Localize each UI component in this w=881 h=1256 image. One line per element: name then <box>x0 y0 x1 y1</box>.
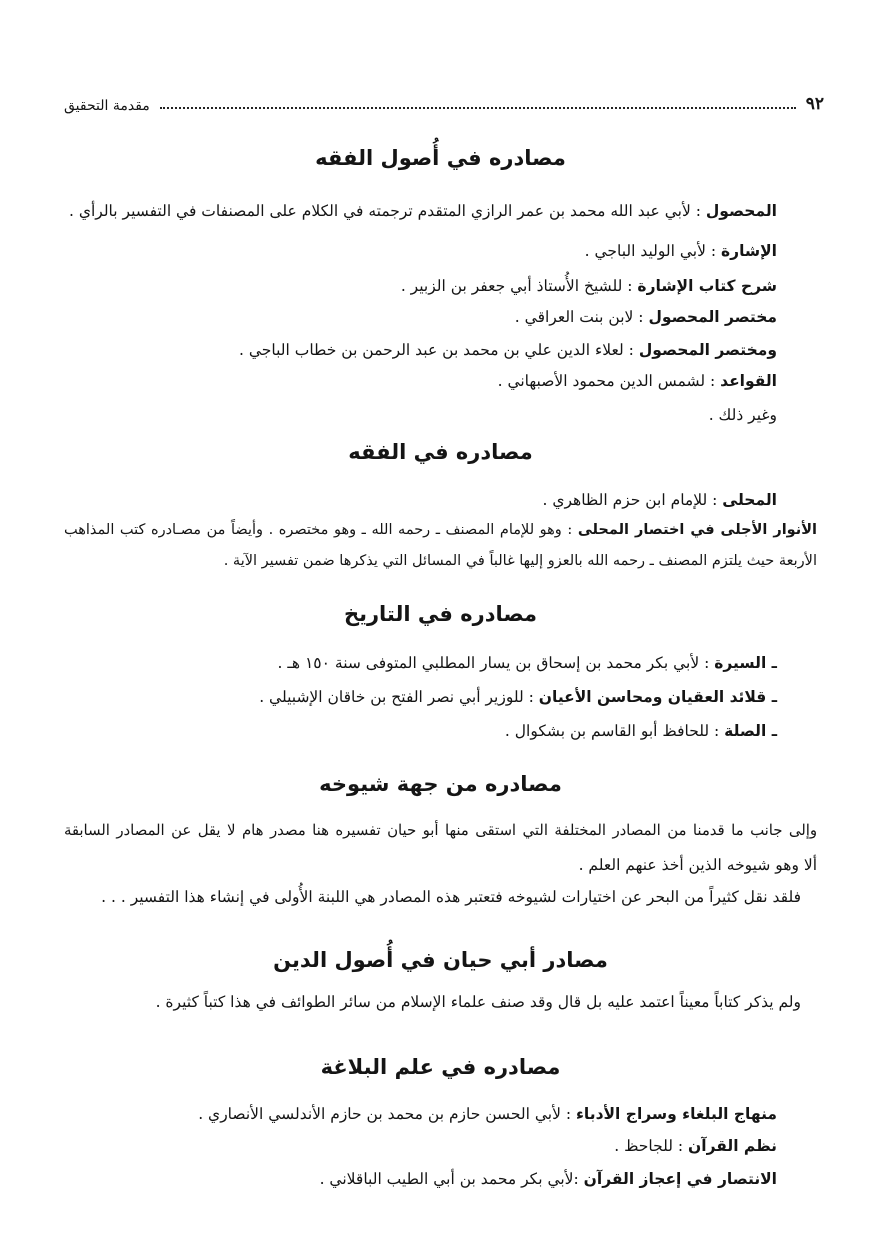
entry-text: : لشمس الدين محمود الأصبهاني . <box>497 372 721 390</box>
entry-term: المحلى <box>722 491 777 509</box>
entry-term: ـ السيرة <box>714 654 777 672</box>
entry-line <box>401 275 777 297</box>
body-line <box>64 820 817 842</box>
entry-line <box>614 1135 777 1157</box>
entry-text: : لأبي بكر محمد بن إسحاق بن يسار المطلبي المتوفى سنة ١٥٠ هـ . <box>277 654 715 672</box>
entry-line <box>69 200 777 222</box>
entry-text: : لابن بنت العراقي . <box>514 308 649 326</box>
entry-line <box>320 1168 777 1190</box>
entry-text: : لأبي عبد الله محمد بن عمر الرازي المتقدم ترجمته في الكلام على المصنفات في التفسير بالرأي . <box>68 202 706 220</box>
body-line <box>101 886 801 908</box>
entry-line <box>198 1103 777 1125</box>
entry-text: ألا وهو شيوخه الذين أخذ عنهم العلم . <box>578 856 817 874</box>
entry-text: وغير ذلك . <box>708 406 777 424</box>
entry-text: : للوزير أبي نصر الفتح بن خاقان الإشبيلي . <box>259 688 539 706</box>
entry-text: :لأبي بكر محمد بن أبي الطيب الباقلاني . <box>319 1170 584 1188</box>
entry-text: فلقد نقل كثيراً من البحر عن اختيارات لشيوخه فتعتبر هذه المصادر هي اللبنة الأُولى في إنشاء هذا التفسير . . . <box>101 888 801 906</box>
entry-text: : لأبي الوليد الباجي . <box>584 242 721 260</box>
entry-line <box>239 339 777 361</box>
entry-text: : وهو للإمام المصنف ـ رحمه الله ـ وهو مختصره . وأيضاً من مصـادره كتب المذاهب <box>64 522 578 538</box>
entry-text: : للحافظ أبو القاسم بن بشكوال . <box>504 722 725 740</box>
entry-text: الأربعة حيث يلتزم المصنف ـ رحمه الله بالعزو إليها غالباً في المسائل التي يذكرها ضمن تفسير الآية . <box>223 553 817 569</box>
entry-term: القواعد <box>720 372 777 390</box>
entry-text: : لعلاء الدين علي بن محمد بن عبد الرحمن بن خطاب الباجي . <box>239 341 639 359</box>
entry-term: الانتصار في إعجاز القرآن <box>583 1170 777 1188</box>
entry-text: : لأبي الحسن حازم بن محمد بن حازم الأندلسي الأنصاري . <box>198 1105 576 1123</box>
dotted-leader <box>160 106 796 109</box>
body-line <box>156 991 801 1013</box>
page-number: ٩٢ <box>805 94 824 114</box>
entry-term: الأنوار الأجلى في اختصار المحلى <box>577 522 817 538</box>
entry-text: : للإمام ابن حزم الظاهري . <box>542 491 723 509</box>
section-heading-fiqh: مصادره في الفقه <box>348 440 533 464</box>
entry-line <box>709 404 777 426</box>
entry-term: نظم القرآن <box>688 1137 777 1155</box>
entry-text: وإلى جانب ما قدمنا من المصادر المختلفة التي استقى منها أبو حيان تفسيره هنا مصدر هام لا يقل عن المصادر السابقة <box>64 822 817 839</box>
entry-term: شرح كتاب الإشارة <box>637 277 777 295</box>
running-header-title: مقدمة التحقيق <box>64 98 150 114</box>
section-heading-balagha: مصادره في علم البلاغة <box>320 1055 561 1079</box>
entry-line <box>515 306 777 328</box>
body-line <box>579 854 817 876</box>
entry-term: المحصول <box>705 202 777 220</box>
entry-text: : للجاحظ . <box>614 1137 689 1155</box>
entry-term: الإشارة <box>721 242 777 260</box>
section-heading-usul-din: مصادر أبي حيان في أُصول الدين <box>273 948 608 972</box>
running-header <box>64 88 824 114</box>
section-heading-usul-fiqh: مصادره في أُصول الفقه <box>315 146 566 170</box>
entry-line <box>224 550 817 572</box>
entry-text: ولم يذكر كتاباً معيناً اعتمد عليه بل قال وقد صنف علماء الإسلام من سائر الطوائف في هذا كتباً كثيرة . <box>155 993 801 1011</box>
entry-term: ـ الصلة <box>724 722 777 740</box>
entry-term: ومختصر المحصول <box>638 341 777 359</box>
entry-line <box>259 686 777 708</box>
entry-term: ـ قلائد العقيان ومحاسن الأعيان <box>538 688 777 706</box>
section-heading-teachers: مصادره من جهة شيوخه <box>319 772 562 796</box>
entry-term: منهاج البلغاء وسراج الأدباء <box>576 1105 777 1123</box>
entry-term: مختصر المحصول <box>648 308 777 326</box>
entry-line <box>505 720 777 742</box>
entry-text: : للشيخ الأُستاذ أبي جعفر بن الزبير . <box>400 277 638 295</box>
entry-line <box>543 489 778 511</box>
entry-line <box>585 240 777 262</box>
section-heading-history: مصادره في التاريخ <box>343 602 538 626</box>
entry-line <box>498 370 777 392</box>
entry-line <box>277 652 777 674</box>
entry-line <box>64 519 817 541</box>
